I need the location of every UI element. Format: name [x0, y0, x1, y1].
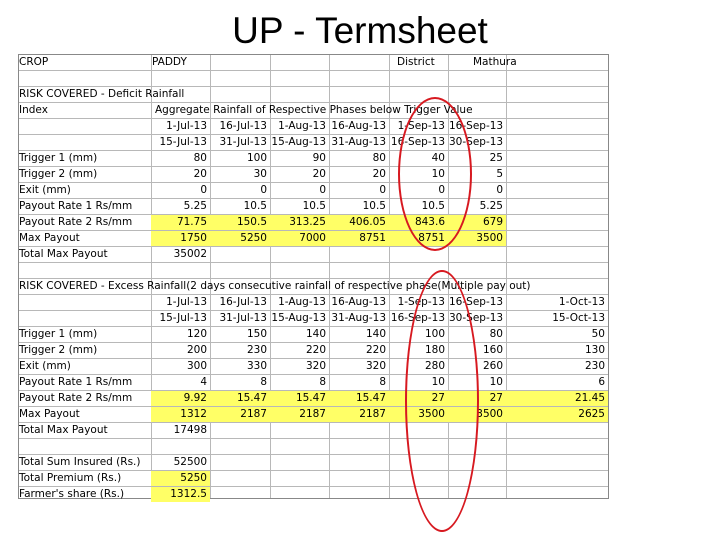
phase-start-date: 1-Oct-13 — [558, 296, 605, 308]
value-cell: 320 — [365, 360, 386, 372]
value-cell: 320 — [305, 360, 326, 372]
value-cell: 27 — [389, 391, 448, 406]
value-cell: 313.25 — [270, 215, 329, 230]
phase-end-date: 15-Aug-13 — [271, 312, 326, 324]
value-cell: 330 — [246, 360, 267, 372]
value-cell: 3500 — [448, 407, 506, 422]
value-cell: 10.5 — [243, 200, 267, 212]
row-label: Exit (mm) — [19, 184, 71, 196]
index-description: Aggregate Rainfall of Respective Phases below Trigger Value — [155, 104, 473, 116]
annotation-circle-excess — [405, 270, 479, 532]
phase-start-date: 1-Aug-13 — [278, 120, 326, 132]
value-cell: 5250 — [210, 231, 270, 246]
value-cell: 260 — [482, 360, 503, 372]
value-cell: 25 — [489, 152, 503, 164]
row-label: Payout Rate 2 Rs/mm — [19, 392, 133, 404]
value-cell: 1312 — [151, 407, 210, 422]
value-cell: 130 — [584, 344, 605, 356]
value-cell: 8 — [260, 376, 267, 388]
value-cell: 140 — [305, 328, 326, 340]
phase-start-date: 1-Aug-13 — [278, 296, 326, 308]
value-cell: 71.75 — [151, 215, 210, 230]
district-value: Mathura — [473, 56, 517, 68]
phase-start-date: 16-Sep-13 — [449, 296, 504, 308]
phase-start-date: 16-Aug-13 — [331, 120, 386, 132]
phase-start-date: 1-Jul-13 — [166, 296, 207, 308]
value-cell: 679 — [448, 215, 506, 230]
crop-value: PADDY — [152, 56, 187, 68]
summary-label: Total Premium (Rs.) — [19, 472, 122, 484]
value-cell: 300 — [186, 360, 207, 372]
row-label: Trigger 1 (mm) — [19, 328, 98, 340]
row-label: Trigger 2 (mm) — [19, 344, 98, 356]
value-cell: 10 — [431, 376, 445, 388]
phase-end-date: 15-Aug-13 — [271, 136, 326, 148]
value-cell: 150 — [246, 328, 267, 340]
value-cell: 1750 — [151, 231, 210, 246]
value-cell: 7000 — [270, 231, 329, 246]
value-cell: 15.47 — [210, 391, 270, 406]
summary-value: 52500 — [173, 456, 207, 468]
value-cell: 180 — [424, 344, 445, 356]
phase-start-date: 16-Aug-13 — [331, 296, 386, 308]
value-cell: 100 — [424, 328, 445, 340]
row-label: Max Payout — [19, 408, 80, 420]
row-label: Max Payout — [19, 232, 80, 244]
value-cell: 35002 — [173, 248, 207, 260]
value-cell: 17498 — [173, 424, 207, 436]
value-cell: 50 — [591, 328, 605, 340]
value-cell: 0 — [260, 184, 267, 196]
row-label: Exit (mm) — [19, 360, 71, 372]
phase-end-date: 15-Jul-13 — [159, 136, 207, 148]
value-cell: 0 — [319, 184, 326, 196]
phase-start-date: 1-Sep-13 — [397, 296, 445, 308]
phase-end-date: 31-Aug-13 — [331, 312, 386, 324]
value-cell: 15.47 — [270, 391, 329, 406]
value-cell: 0 — [379, 184, 386, 196]
value-cell: 220 — [305, 344, 326, 356]
phase-start-date: 16-Jul-13 — [219, 296, 267, 308]
value-cell: 2625 — [506, 407, 608, 422]
phase-start-date: 1-Jul-13 — [166, 120, 207, 132]
value-cell: 5.25 — [183, 200, 207, 212]
phase-end-date: 30-Sep-13 — [449, 312, 504, 324]
value-cell: 20 — [193, 168, 207, 180]
phase-start-date: 1-Sep-13 — [397, 120, 445, 132]
annotation-circle-deficit — [398, 97, 472, 251]
value-cell: 100 — [246, 152, 267, 164]
value-cell: 6 — [598, 376, 605, 388]
value-cell: 8 — [319, 376, 326, 388]
phase-end-date: 16-Sep-13 — [390, 136, 445, 148]
value-cell: 3500 — [448, 231, 506, 246]
value-cell: 160 — [482, 344, 503, 356]
value-cell: 10 — [489, 376, 503, 388]
value-cell: 0 — [438, 184, 445, 196]
row-label: Payout Rate 2 Rs/mm — [19, 216, 133, 228]
phase-end-date: 30-Sep-13 — [449, 136, 504, 148]
crop-label: CROP — [19, 56, 49, 68]
row-label: Trigger 2 (mm) — [19, 168, 98, 180]
phase-start-date: 16-Sep-13 — [449, 120, 504, 132]
value-cell: 406.05 — [329, 215, 389, 230]
district-label: District — [397, 56, 435, 68]
value-cell: 80 — [489, 328, 503, 340]
value-cell: 0 — [496, 184, 503, 196]
value-cell: 230 — [584, 360, 605, 372]
value-cell: 21.45 — [506, 391, 608, 406]
value-cell: 2187 — [329, 407, 389, 422]
value-cell: 10.5 — [362, 200, 386, 212]
value-cell: 9.92 — [151, 391, 210, 406]
value-cell: 80 — [193, 152, 207, 164]
value-cell: 2187 — [270, 407, 329, 422]
value-cell: 140 — [365, 328, 386, 340]
value-cell: 80 — [372, 152, 386, 164]
value-cell: 40 — [431, 152, 445, 164]
value-cell: 843.6 — [389, 215, 448, 230]
value-cell: 8751 — [389, 231, 448, 246]
value-cell: 2187 — [210, 407, 270, 422]
row-label: Total Max Payout — [19, 424, 108, 436]
value-cell: 20 — [312, 168, 326, 180]
row-label: Payout Rate 1 Rs/mm — [19, 376, 133, 388]
phase-end-date: 15-Jul-13 — [159, 312, 207, 324]
value-cell: 20 — [372, 168, 386, 180]
value-cell: 120 — [186, 328, 207, 340]
value-cell: 230 — [246, 344, 267, 356]
value-cell: 8 — [379, 376, 386, 388]
value-cell: 280 — [424, 360, 445, 372]
row-label: Total Max Payout — [19, 248, 108, 260]
phase-start-date: 16-Jul-13 — [219, 120, 267, 132]
value-cell: 3500 — [389, 407, 448, 422]
value-cell: 0 — [200, 184, 207, 196]
phase-end-date: 31-Jul-13 — [219, 312, 267, 324]
summary-value: 1312.5 — [151, 487, 210, 502]
value-cell: 150.5 — [210, 215, 270, 230]
value-cell: 15.47 — [329, 391, 389, 406]
phase-end-date: 16-Sep-13 — [390, 312, 445, 324]
index-label: Index — [19, 104, 48, 116]
value-cell: 4 — [200, 376, 207, 388]
value-cell: 27 — [448, 391, 506, 406]
value-cell: 10.5 — [302, 200, 326, 212]
phase-end-date: 31-Jul-13 — [219, 136, 267, 148]
value-cell: 5.25 — [479, 200, 503, 212]
phase-end-date: 15-Oct-13 — [552, 312, 605, 324]
value-cell: 5 — [496, 168, 503, 180]
value-cell: 90 — [312, 152, 326, 164]
value-cell: 10.5 — [421, 200, 445, 212]
summary-value: 5250 — [151, 471, 210, 486]
row-label: Trigger 1 (mm) — [19, 152, 98, 164]
section-heading: RISK COVERED - Excess Rainfall(2 days consecutive rainfall of respective phase(Multiple pay out) — [19, 280, 531, 292]
summary-label: Farmer's share (Rs.) — [19, 488, 125, 500]
summary-label: Total Sum Insured (Rs.) — [19, 456, 141, 468]
value-cell: 200 — [186, 344, 207, 356]
phase-end-date: 31-Aug-13 — [331, 136, 386, 148]
value-cell: 8751 — [329, 231, 389, 246]
value-cell: 30 — [253, 168, 267, 180]
row-label: Payout Rate 1 Rs/mm — [19, 200, 133, 212]
termsheet-table — [18, 54, 608, 498]
value-cell: 220 — [365, 344, 386, 356]
section-heading: RISK COVERED - Deficit Rainfall — [19, 88, 185, 100]
value-cell: 10 — [431, 168, 445, 180]
page-title: UP - Termsheet — [232, 10, 488, 51]
